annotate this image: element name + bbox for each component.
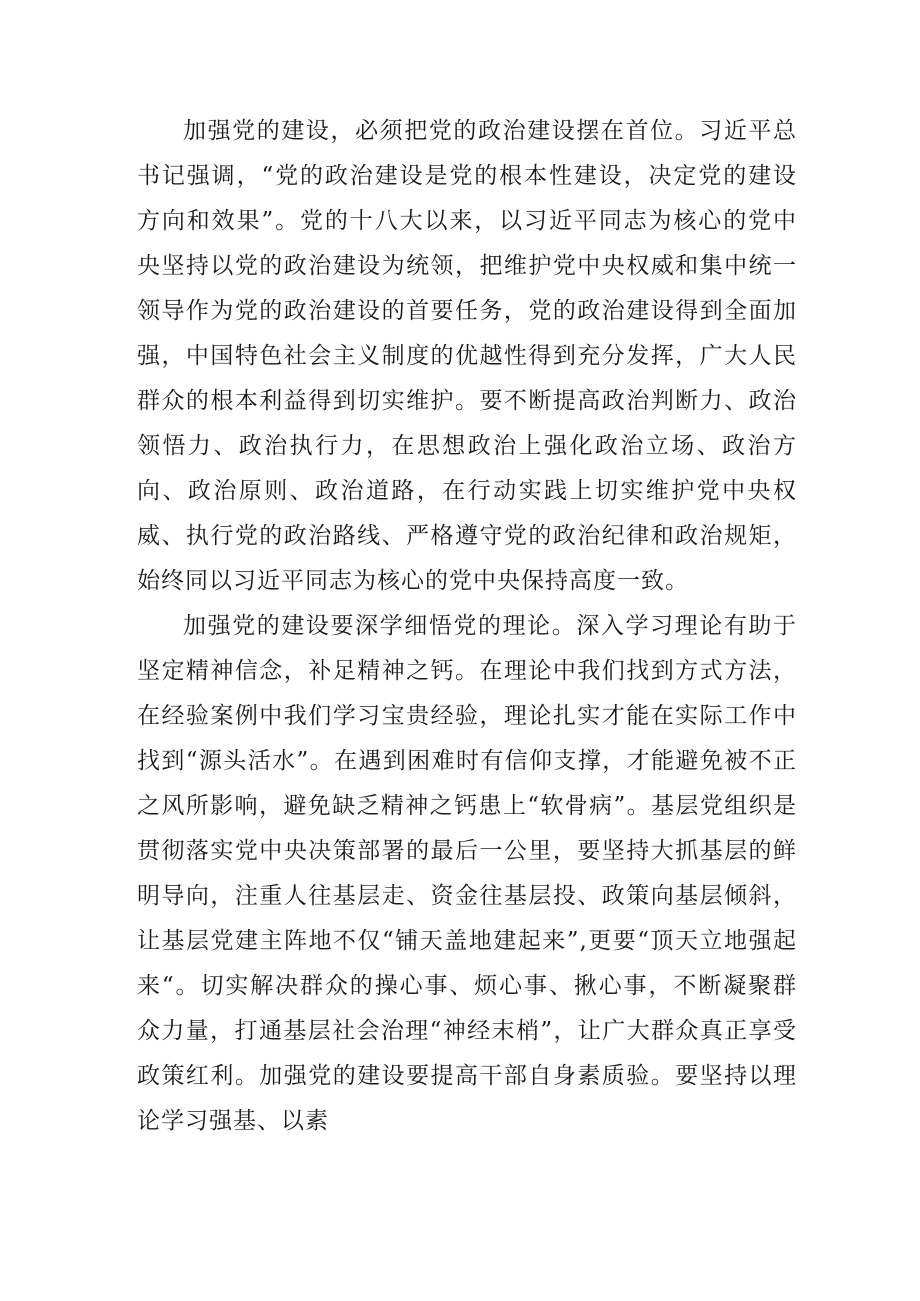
paragraph-political-construction: 加强党的建设，必须把党的政治建设摆在首位。习近平总书记强调，“党的政治建设是党的根本性建设，决定党的建设方向和效果”。党的十八大以来，以习近平同志为核心的党中央坚持以党的政治建设为统领，把维护党中央权威和集中统一领导作为党的政治建设的首要任务，党的政治建设得到全面加强，中国特色社会主义制度的优越性得到充分发挥，广大人民群众的根本利益得到切实维护。要不断提高政治判断力、政治领悟力、政治执行力，在思想政治上强化政治立场、政治方向、政治原则、政治道路，在行动实践上切实维护党中央权威、执行党的政治路线、严格遵守党的政治纪律和政治规矩，始终同以习近平同志为核心的党中央保持高度一致。	[137, 118, 797, 594]
document-body	[137, 109, 797, 1144]
paragraph-theory-study: 加强党的建设要深学细悟党的理论。深入学习理论有助于坚定精神信念，补足精神之钙。在理论中我们找到方式方法，在经验案例中我们学习宝贵经验，理论扎实才能在实际工作中找到“源头活水”。在遇到困难时有信仰支撑，才能避免被不正之风所影响，避免缺乏精神之钙患上“软骨病”。基层党组织是贯彻落实党中央决策部署的最后一公里，要坚持大抓基层的鲜明导向，注重人往基层走、资金往基层投、政策向基层倾斜，让基层党建主阵地不仅“铺天盖地建起来”,更要“顶天立地强起来“。切实解决群众的操心事、烦心事、揪心事，不断凝聚群众力量，打通基层社会治理“神经末梢”，让广大群众真正享受政策红利。加强党的建设要提高干部自身素质验。要坚持以理论学习强基、以素	[137, 613, 797, 1134]
